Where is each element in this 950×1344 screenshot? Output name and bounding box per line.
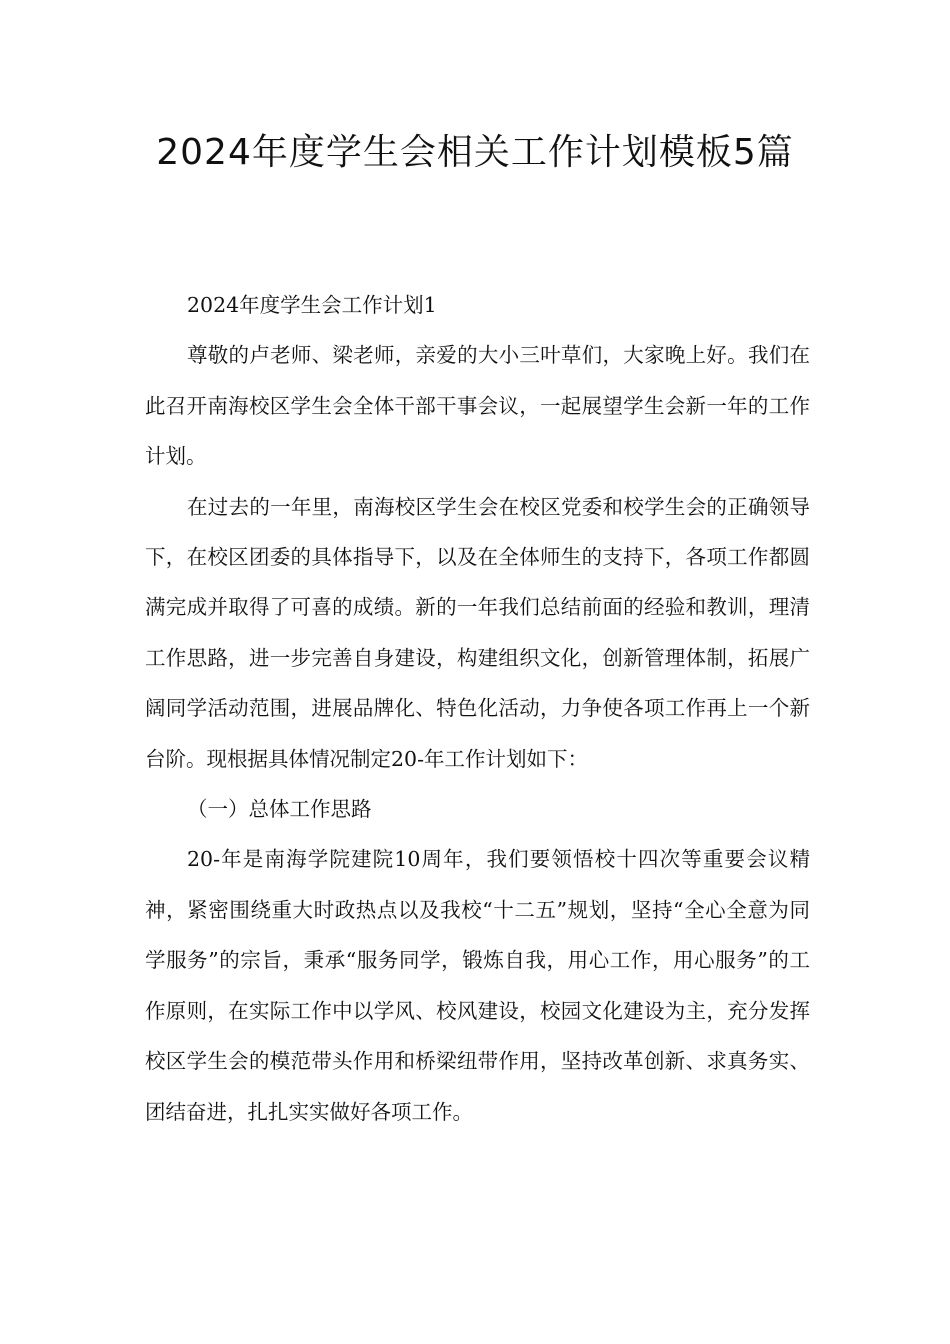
document-body [145, 280, 810, 1137]
section-heading: 2024年度学生会工作计划1 [187, 293, 437, 317]
paragraph-review: 在过去的一年里，南海校区学生会在校区党委和校学生会的正确领导下，在校区团委的具体指导下，以及在全体师生的支持下，各项工作都圆满完成并取得了可喜的成绩。新的一年我们总结前面的经验和教训，理清工作思路，进一步完善自身建设，构建组织文化，创新管理体制，拓展广阔同学活动范围，进展品牌化、特色化活动，力争使各项工作再上一个新台阶。现根据具体情况制定20-年工作计划如下： [145, 494, 810, 771]
paragraph-approach: 20-年是南海学院建院10周年，我们要领悟校十四次等重要会议精神，紧密围绕重大时政热点以及我校“十二五”规划，坚持“全心全意为同学服务”的宗旨，秉承“服务同学，锻炼自我，用心工作，用心服务”的工作原则，在实际工作中以学风、校风建设，校园文化建设为主，充分发挥校区学生会的模范带头作用和桥梁纽带作用，坚持改革创新、求真务实、团结奋进，扎扎实实做好各项工作。 [145, 847, 810, 1124]
subsection-heading: （一）总体工作思路 [187, 797, 372, 822]
document-title: 2024年度学生会相关工作计划模板5篇 [156, 132, 794, 173]
paragraph-greeting: 尊敬的卢老师、梁老师，亲爱的大小三叶草们，大家晚上好。我们在此召开南海校区学生会全体干部干事会议，一起展望学生会新一年的工作计划。 [145, 343, 810, 469]
